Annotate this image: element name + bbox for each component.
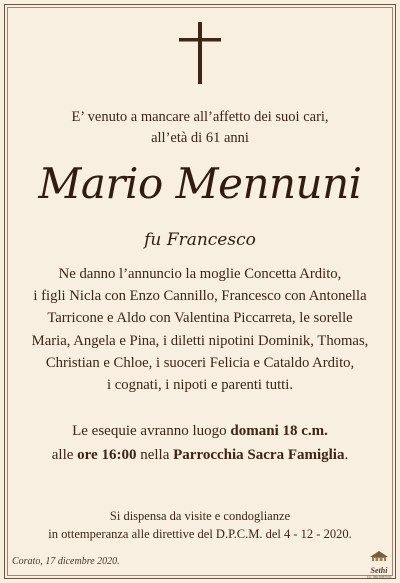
funeral-text: Le esequie avranno luogo (72, 423, 231, 439)
funeral-text: nella (136, 446, 174, 463)
place-date: Corato, 17 dicembre 2020. (12, 556, 120, 567)
funeral-location: Parrocchia Sacra Famiglia (173, 446, 345, 463)
announcement-line: i cognati, i nipoti e parenti tutti. (106, 377, 293, 394)
funeral-line-2 (0, 444, 400, 468)
intro-line: all’età di 61 anni (151, 130, 249, 146)
announcement-line: i figli Nicla con Enzo Cannillo, Francesco con Antonella (33, 288, 367, 305)
funeral-text: . (344, 446, 349, 463)
funeral-date: domani 18 c.m. (230, 423, 328, 439)
intro-text (0, 107, 400, 149)
deceased-name: Mario Mennuni (38, 159, 362, 208)
funeral-time: ore 16:00 (77, 446, 137, 463)
logo-subtitle: Tel. 080/8987650 (366, 575, 392, 579)
notice-line: Si dispensa da visite e condoglianze (109, 509, 291, 523)
announcement-line: Tarricone e Aldo con Valentina Piccarreta, le sorelle (47, 310, 353, 327)
funeral-info (0, 420, 400, 467)
logo-name: Sethi (370, 566, 388, 575)
funeral-text: alle (51, 446, 78, 463)
notice-text (0, 507, 400, 543)
funeral-home-logo (364, 548, 394, 579)
intro-line: E’ venuto a mancare all’affetto dei suoi cari, (71, 109, 329, 125)
deceased-alias: fu Francesco (144, 230, 256, 250)
notice-line: in ottemperanza alle direttive del D.P.C.M. del 4 - 12 - 2020. (48, 527, 352, 541)
announcement-line: Maria, Angela e Pina, i diletti nipotini Dominik, Thomas, (31, 332, 369, 349)
announcement-text (0, 263, 400, 396)
cross-icon (179, 22, 221, 89)
building-icon (368, 551, 390, 561)
announcement-line: Christian e Chloe, i suoceri Felicia e Cataldo Ardito, (45, 354, 355, 371)
funeral-line-1 (0, 420, 400, 444)
announcement-line: Ne danno l’annuncio la moglie Concetta Ardito, (58, 266, 342, 282)
